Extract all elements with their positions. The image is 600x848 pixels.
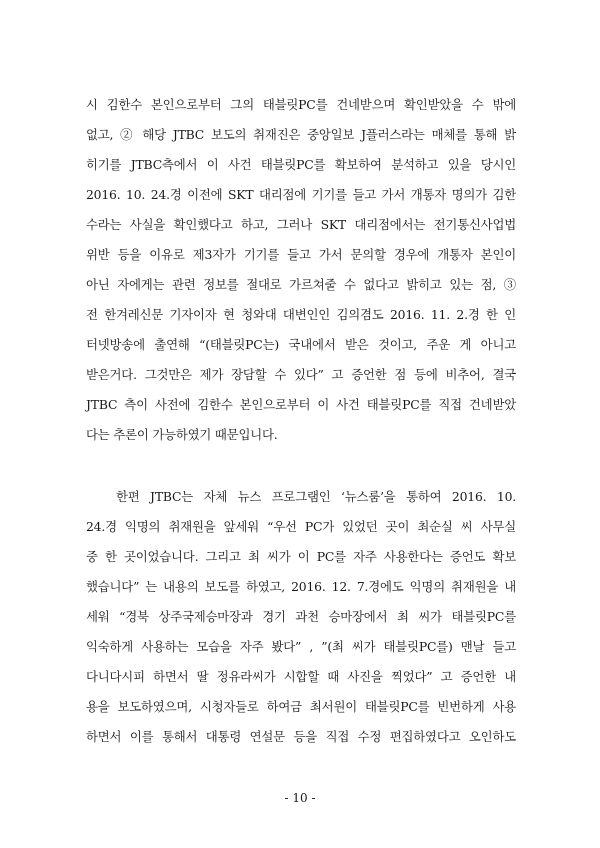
text-line: 세워 “경북 상주국제승마장과 경기 과천 승마장에서 최 씨가 태블릿PC를 bbox=[86, 609, 516, 624]
text-line: 없고, ② 해당 JTBC 보도의 취재진은 중앙일보 J플러스라는 매체를 통해 밝 bbox=[86, 127, 516, 142]
text-line: 받은거다. 그것만은 제가 장담할 수 있다” 고 증언한 점 등에 비추어, 결국 bbox=[86, 367, 516, 382]
text-line: 하면서 이를 통해서 대통령 연설문 등을 직접 수정 편집하였다고 오인하도 bbox=[86, 729, 516, 744]
text-line: 전 한겨레신문 기자이자 현 청와대 대변인인 김의겸도 2016. 11. 2.경 한 인 bbox=[86, 307, 516, 322]
text-line: 터넷방송에 출연해 “(태블릿PC는) 국내에서 받은 것이고, 주운 게 아니고 bbox=[86, 337, 516, 352]
text-line: 다니다시피 하면서 딸 정유라씨가 시합할 때 사진을 찍었다” 고 증언한 내 bbox=[86, 669, 516, 684]
text-line: 시 김한수 본인으로부터 그의 태블릿PC를 건네받으며 확인받았을 수 밖에 bbox=[86, 97, 516, 112]
text-line: 한편 JTBC는 자체 뉴스 프로그램인 ‘뉴스룸’을 통하여 2016. 10. bbox=[116, 489, 516, 504]
page-number: - 10 - bbox=[284, 791, 316, 805]
paragraph-2 bbox=[86, 482, 516, 752]
paragraph-1 bbox=[86, 90, 516, 450]
text-line: 2016. 10. 24.경 이전에 SKT 대리점에 기기를 들고 가서 개통자 명의가 김한 bbox=[86, 187, 516, 202]
text-line: 했습니다” 는 내용의 보도를 하였고, 2016. 12. 7.경에도 익명의 취재원을 내 bbox=[86, 579, 516, 594]
text-line: 히기를 JTBC측에서 이 사건 태블릿PC를 확보하여 분석하고 있을 당시인 bbox=[86, 157, 516, 172]
text-line: 아닌 자에게는 관련 정보를 절대로 가르쳐줄 수 없다고 밝히고 있는 점, ③ bbox=[86, 277, 516, 292]
text-line: 중 한 곳이었습니다. 그리고 최 씨가 이 PC를 자주 사용한다는 증언도 확보 bbox=[86, 549, 516, 564]
text-line: 익숙하게 사용하는 모습을 자주 봤다” , ”(최 씨가 태블릿PC를) 맨날 들고 bbox=[86, 639, 516, 654]
text-line: 다는 추론이 가능하였기 때문입니다. bbox=[86, 427, 278, 442]
text-line: 용을 보도하였으며, 시청자들로 하여금 최서원이 태블릿PC를 빈번하게 사용 bbox=[86, 699, 516, 714]
text-line: 위반 등을 이유로 제3자가 기기를 들고 가서 문의할 경우에 개통자 본인이 bbox=[86, 247, 516, 262]
text-line: JTBC 측이 사전에 김한수 본인으로부터 이 사건 태블릿PC를 직접 건네받았 bbox=[86, 397, 516, 412]
text-line: 수라는 사실을 확인했다고 하고, 그러나 SKT 대리점에서는 전기통신사업법 bbox=[86, 217, 516, 232]
text-line: 24.경 익명의 취재원을 앞세워 “우선 PC가 있었던 곳이 최순실 씨 사무실 bbox=[86, 519, 516, 534]
